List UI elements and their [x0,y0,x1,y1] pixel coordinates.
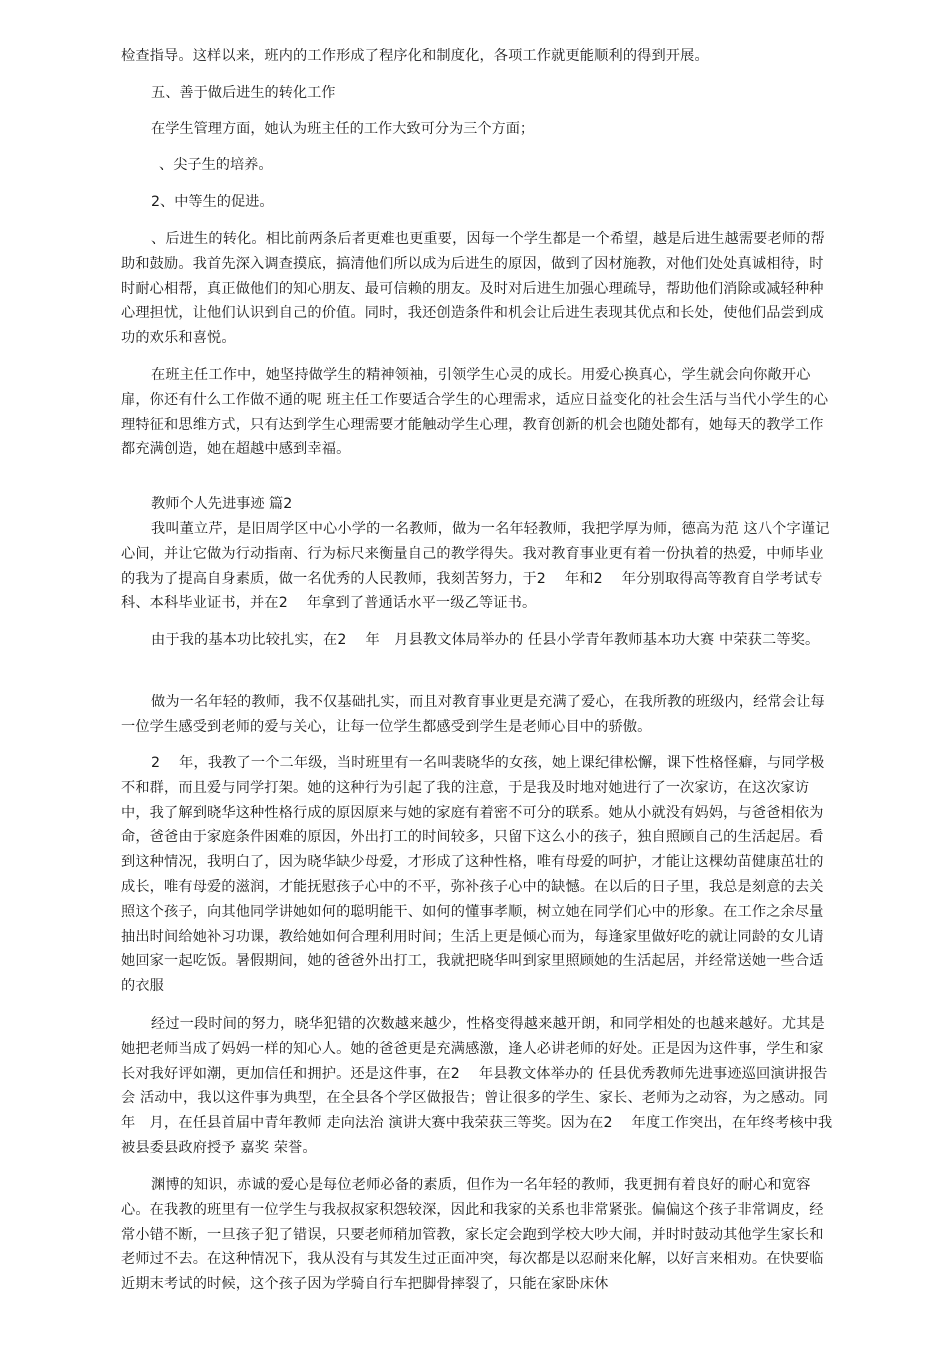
list-item-middle-students: 2、中等生的促进。 [151,194,274,210]
paragraph-inspection-guidance: 检查指导。这样以来，班内的工作形成了程序化和制度化，各项工作就更能顺利的得到开展。 [121,48,709,64]
paragraph-lagging-students: 、后进生的转化。相比前两条后者更难也更重要，因每一个学生都是一个希望，越是后进生越需要老师的帮助和鼓励。我首先深入调查摸底，搞清他们所以成为后进生的原因，做到了因材施教，对他们处处真诚相待，时时耐心相帮，真正做他们的知心朋友、最可信赖的朋友。及时对后进生加强心理疏导，帮助他们消除或减轻种种心理担忧，让他们认识到自己的价值。同时，我还创造条件和机会让后进生表现其优点和长处，使他们品尝到成功的欢乐和喜悦。 [121,231,825,347]
list-item-top-students: 、尖子生的培养。 [159,157,273,173]
paragraph-results-and-awards: 经过一段时间的努力，晓华犯错的次数越来越少，性格变得越来越开朗，和同学相处的也越来越好。尤其是她把老师当成了妈妈一样的知心人。她的爸爸更是充满感激，逢人必讲老师的好处。正是因为这件事，学生和家长对我好评如潮，更加信任和拥护。还是这件事，在2 年县教文体举办的 任县优秀教师先进事迹巡回演讲报告会 活动中，我以这件事为典型，在全县各个学区做报告；曾让很多的学生、家长、老师为之动容，为之感动。同年 月，在任县首届中青年教师 走向法治 演讲大赛中我荣获三等奖。因为在2 年度工作突出，在年终考核中我被县委县政府授予 嘉奖 荣誉。 [121,1016,833,1156]
paragraph-skill-contest: 由于我的基本功比较扎实，在2 年 月县教文体局举办的 任县小学青年教师基本功大赛 中荣获二等奖。 [151,632,820,648]
paragraph-management-intro: 在学生管理方面，她认为班主任的工作大致可分为三个方面； [151,121,535,137]
paragraph-self-introduction: 我叫董立芹，是旧周学区中心小学的一名教师，做为一名年轻教师，我把学厚为师，德高为范 这八个字谨记心间，并让它做为行动指南、行为标尺来衡量自己的教学得失。我对教育事业更有着一份执着的热爱，中师毕业的我为了提高自身素质，做一名优秀的人民教师，我刻苦努力，于2 年和2 年分别取得高等教育自学考试专科、本科毕业证书，并在2 年拿到了普通话水平一级乙等证书。 [121,521,830,612]
article-title: 教师个人先进事迹 篇2 [151,496,293,512]
section-heading-five: 五、善于做后进生的转化工作 [151,85,336,101]
paragraph-love-for-education: 做为一名年轻的教师，我不仅基础扎实，而且对教育事业更是充满了爱心，在我所教的班级内，经常会让每一位学生感受到老师的爱与关心，让每一位学生都感受到学生是老师心目中的骄傲。 [121,694,825,735]
paragraph-patience-and-tolerance: 渊博的知识，赤诚的爱心是每位老师必备的素质，但作为一名年轻的教师，我更拥有着良好的耐心和宽容心。在我教的班里有一位学生与我叔叔家积怨较深，因此和我家的关系也非常紧张。偏偏这个孩子非常调皮，经常小错不断，一旦孩子犯了错误，只要老师稍加管教，家长定会跑到学校大吵大闹，并时时鼓动其他学生家长和老师过不去。在这种情况下，我从没有与其发生过正面冲突，每次都是以忍耐来化解，以好言来相劝。在快要临近期末考试的时候，这个孩子因为学骑自行车把脚骨摔裂了，只能在家卧床休 [121,1177,824,1293]
paragraph-class-teacher-work: 在班主任工作中，她坚持做学生的精神领袖，引领学生心灵的成长。用爱心换真心，学生就会向你敞开心扉，你还有什么工作做不通的呢 班主任工作要适合学生的心理需求，适应日益变化的社会生活与当代小学生的心理特征和思维方式，只有达到学生心理需要才能触动学生心理，教育创新的机会也随处都有，她每天的教学工作都充满创造，她在超越中感到幸福。 [121,367,829,458]
paragraph-xiaohua-story: 2 年，我教了一个二年级，当时班里有一名叫裴晓华的女孩，她上课纪律松懈，课下性格怪癖，与同学极不和群，而且爱与同学打架。她的这种行为引起了我的注意，于是我及时地对她进行了一次家访，在这次家访中，我了解到晓华这种性格行成的原因原来与她的家庭有着密不可分的联系。她从小就没有妈妈，与爸爸相依为命，爸爸由于家庭条件困难的原因，外出打工的时间较多，只留下这么小的孩子，独自照顾自己的生活起居。看到这种情况，我明白了，因为晓华缺少母爱，才形成了这种性格，唯有母爱的呵护，才能让这棵幼苗健康茁壮的成长，唯有母爱的滋润，才能抚慰孩子心中的不平，弥补孩子心中的缺憾。在以后的日子里，我总是刻意的去关照这个孩子，向其他同学讲她如何的聪明能干、如何的懂事孝顺，树立她在同学们心中的形象。在工作之余尽量抽出时间给她补习功课，教给她如何合理利用时间；生活上更是倾心而为，每逢家里做好吃的就让同龄的女儿请她回家一起吃饭。暑假期间，她的爸爸外出打工，我就把晓华叫到家里照顾她的生活起居，并经常送她一些合适的衣服 [121,755,825,995]
